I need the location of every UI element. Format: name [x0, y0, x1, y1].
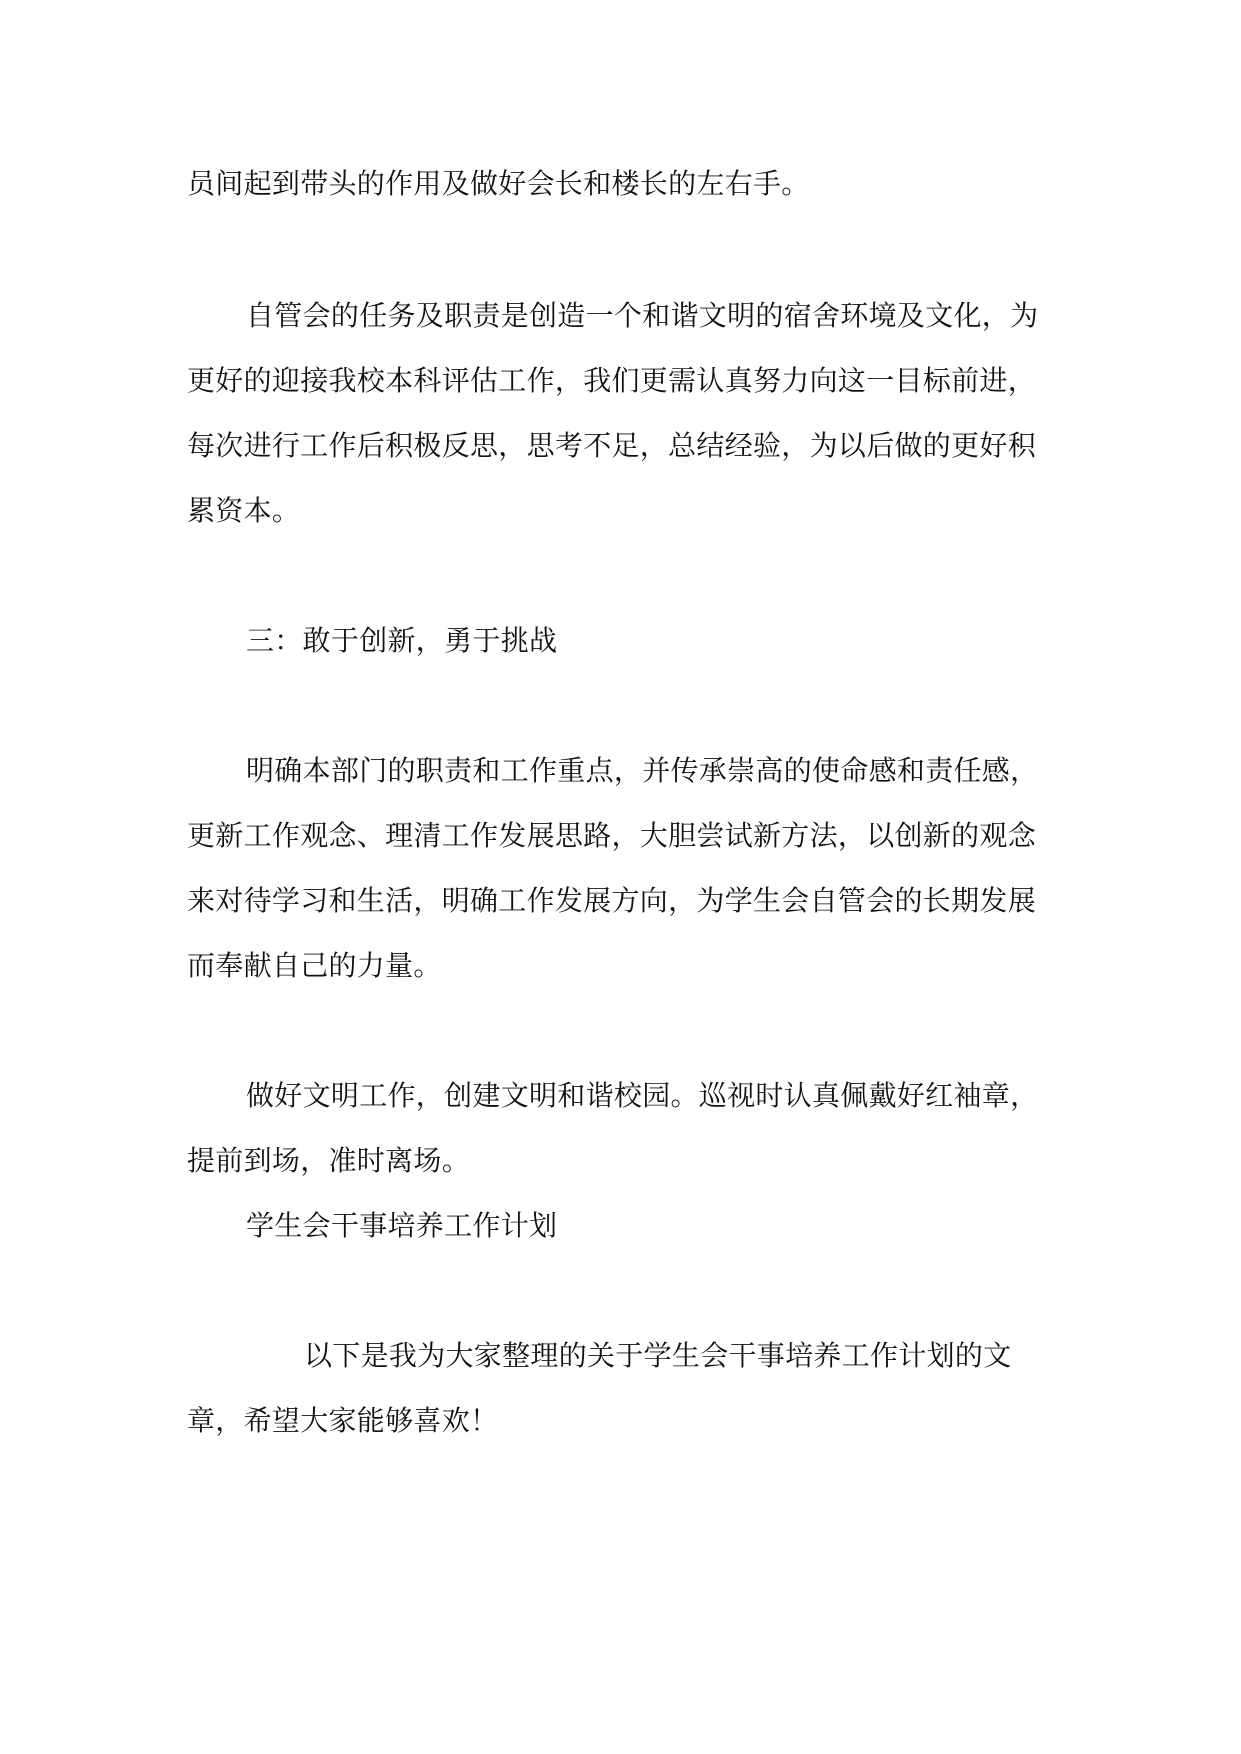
document-title: 学生会干事培养工作计划: [246, 1209, 558, 1242]
paragraph-line: 而奉献自己的力量。: [187, 949, 442, 982]
paragraph-line: 更新工作观念、理清工作发展思路，大胆尝试新方法，以创新的观念: [187, 819, 1037, 852]
paragraph-line: 累资本。: [187, 494, 301, 527]
paragraph-line: 以下是我为大家整理的关于学生会干事培养工作计划的文: [304, 1339, 1012, 1372]
paragraph-line: 更好的迎接我校本科评估工作，我们更需认真努力向这一目标前进，: [187, 364, 1037, 397]
paragraph-line: 提前到场，准时离场。: [187, 1144, 471, 1177]
paragraph-line: 每次进行工作后积极反思，思考不足，总结经验，为以后做的更好积: [187, 429, 1037, 462]
paragraph-line: 明确本部门的职责和工作重点，并传承崇高的使命感和责任感，: [246, 754, 1039, 787]
section-heading: 三：敢于创新，勇于挑战: [246, 624, 558, 657]
paragraph-line: 做好文明工作，创建文明和谐校园。巡视时认真佩戴好红袖章，: [246, 1079, 1039, 1112]
paragraph-line: 章，希望大家能够喜欢！: [187, 1404, 499, 1437]
paragraph-line: 来对待学习和生活，明确工作发展方向，为学生会自管会的长期发展: [187, 884, 1037, 917]
paragraph-line: 自管会的任务及职责是创造一个和谐文明的宿舍环境及文化，为: [246, 299, 1039, 332]
paragraph-line: 员间起到带头的作用及做好会长和楼长的左右手。: [187, 167, 810, 200]
